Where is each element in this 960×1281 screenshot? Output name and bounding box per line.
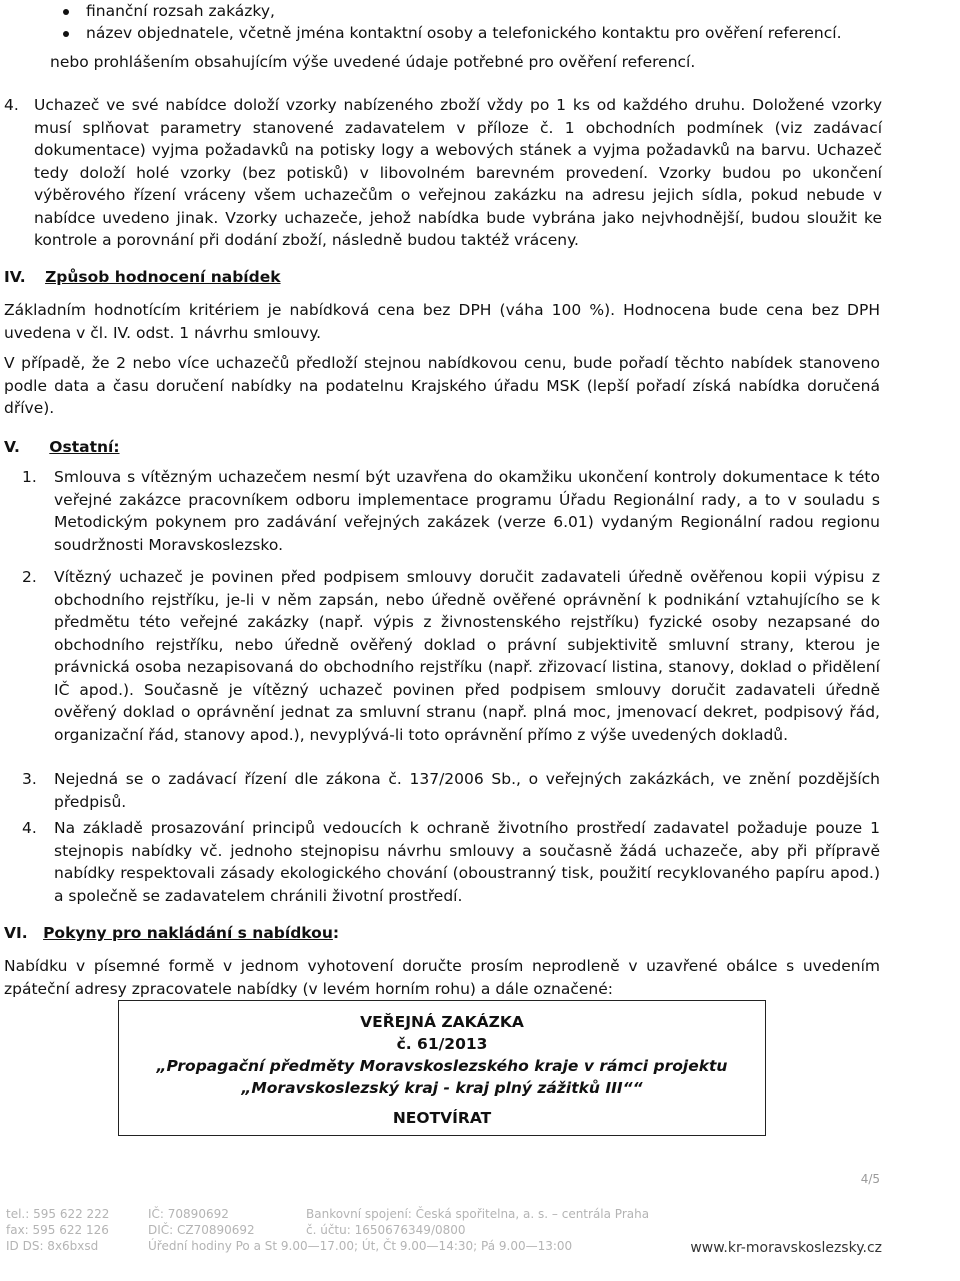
envelope-line-2: č. 61/2013 (396, 1035, 488, 1053)
section-roman: IV. (4, 268, 26, 286)
section-heading-v (4, 438, 120, 456)
section-title-colon: : (332, 924, 340, 942)
footer-bank-column (306, 1206, 649, 1238)
page-footer (0, 1168, 960, 1281)
list-item-text: Smlouva s vítězným uchazečem nesmí být uzavřena do okamžiku ukončení kontroly dokumentace k této veřejné zakázce pracovníkem odboru implementace programu Úřadu Regionální rady, a to v souladu s Metodickým pokynem pro zadávání veřejných zakázek (verze 6.01) vydaným Regionální radou regionu soudržnosti Moravskoslezsko. (54, 468, 880, 554)
reference-bullet-list (50, 0, 930, 44)
section-roman: V. (4, 438, 20, 456)
section-title: Ostatní: (49, 438, 120, 456)
evaluation-paragraph-2: V případě, že 2 nebo více uchazečů předloží stejnou nabídkovou cenu, bude pořadí těchto nabídek stanoveno podle data a času doručení nabídky na podatelnu Krajského úřadu MSK (lepší pořadí získá nabídka doručená dříve). (4, 354, 880, 417)
section-title: Pokyny pro nakládání s nabídkou (43, 924, 333, 942)
envelope-line-1: VEŘEJNÁ ZAKÁZKA (360, 1013, 524, 1031)
bullet-item (50, 22, 930, 44)
envelope-line-5: NEOTVÍRAT (392, 1109, 492, 1127)
footer-account: č. účtu: 1650676349/0800 (306, 1223, 466, 1237)
point-4-text: Uchazeč ve své nabídce doloží vzorky nabízeného zboží vždy po 1 ks od každého druhu. Doložené vzorky musí splňovat parametry stanovené zadavatelem v příloze č. 1 obchodních podmínek (viz zadávací dokumentace) vyjma požadavků na potisky logy a webových stánek a vyjma požadavků na barvu. Uchazeč tedy doloží holé vzorky (bez potisků) v libovolném barevném provedení. Vzorky budou po ukončení výběrového řízení vráceny všem uchazečům o veřejnou zakázku na adresu jejich sídla, pokud nebude v nabídce uvedeno jinak. Vzorky uchazeče, jehož nabídka bude vybrána jako nejvhodnější, budou sloužit ke kontrole a porovnání při dodání zboží, následně budou taktéž vráceny. (34, 96, 882, 249)
reference-note: nebo prohlášením obsahujícím výše uvedené údaje potřebné pro ověření referencí. (50, 53, 696, 71)
envelope-label-box (118, 1000, 766, 1136)
bullet-icon (63, 9, 69, 15)
list-number: 4. (22, 819, 37, 837)
section-roman: VI. (4, 924, 28, 942)
page-number: 4/5 (860, 1172, 880, 1186)
list-item-text: Vítězný uchazeč je povinen před podpisem smlouvy doručit zadavateli úředně ověřenou kopii výpisu z obchodního rejstříku, je-li v něm zapsán, nebo úředně ověřené oprávnění k podnikání vztahujícího se k předmětu této veřejné zakázky (např. výpis z živnostenského rejstříku) fyzické osoby nezapsané do obchodního rejstříku, nebo úředně ověřený doklad o právní subjektivitě smluvní strany, kterou je právnická osoba nezapisovaná do obchodního rejstříku (např. zřizovací listina, stanovy, doklad o přidělení IČ apod.). Současně je vítězný uchazeč povinen před podpisem smlouvy doručit zadavateli úředně ověřený doklad o oprávnění jednat za smluvní stranu (např. plná moc, jmenovací dekret, podpisový řád, organizační řád, stanovy apod.), nevyplývá-li toto oprávnění přímo z výše uvedených dokladů. (54, 568, 880, 744)
list-number: 3. (22, 770, 37, 788)
footer-dic: DIČ: CZ70890692 (148, 1223, 255, 1237)
envelope-line-3: „Propagační předměty Moravskoslezského kraje v rámci projektu (156, 1057, 728, 1075)
footer-bank: Bankovní spojení: Česká spořitelna, a. s. – centrála Praha (306, 1207, 650, 1221)
list-item-text: Na základě prosazování principů vedoucích k ochraně životního prostředí zadavatel požaduje pouze 1 stejnopis nabídky vč. jednoho stejnopisu návrhu smlouvy a současně žádá uchazeče, aby při přípravě nabídky respektovali zásady ekologického chování (oboustranný tisk, použití recyklovaného papíru apod.) a společně se zadavatelem chránili životní prostředí. (54, 819, 880, 905)
list-item-text: Nejedná se o zadávací řízení dle zákona č. 137/2006 Sb., o veřejných zakázkách, ve znění pozdějších předpisů. (54, 770, 880, 811)
footer-tel: tel.: 595 622 222 (6, 1207, 110, 1221)
bullet-icon (63, 31, 69, 37)
section-heading-iv (4, 268, 281, 286)
point-number: 4. (4, 96, 19, 114)
section-title: Způsob hodnocení nabídek (45, 268, 281, 286)
bullet-text: název objednatele, včetně jména kontaktní osoby a telefonického kontaktu pro ověření referencí. (86, 24, 842, 42)
footer-hours: Úřední hodiny Po a St 9.00—17.00; Út, Čt 9.00—14:30; Pá 9.00—13:00 (148, 1239, 573, 1253)
submission-paragraph: Nabídku v písemné formě v jednom vyhotovení doručte prosím neprodleně v uzavřené obálce s uvedením zpáteční adresy zpracovatele nabídky (v levém horním rohu) a dále označené: (4, 957, 880, 998)
bullet-item (50, 0, 930, 22)
evaluation-paragraph-1: Základním hodnotícím kritériem je nabídková cena bez DPH (váha 100 %). Hodnocena bude cena bez DPH uvedena v čl. IV. odst. 1 návrhu smlouvy. (4, 301, 880, 342)
footer-fax: fax: 595 622 126 (6, 1223, 109, 1237)
footer-ic: IČ: 70890692 (148, 1207, 229, 1221)
footer-website-link[interactable]: www.kr-moravskoslezsky.cz (690, 1240, 882, 1256)
footer-contact-column (6, 1206, 109, 1254)
footer-ds: ID DS: 8x6bxsd (6, 1239, 99, 1253)
bullet-text: finanční rozsah zakázky, (86, 2, 275, 20)
list-number: 1. (22, 468, 37, 486)
list-number: 2. (22, 568, 37, 586)
envelope-line-4: „Moravskoslezský kraj - kraj plný zážitků III““ (241, 1079, 643, 1097)
section-heading-vi (4, 924, 339, 942)
